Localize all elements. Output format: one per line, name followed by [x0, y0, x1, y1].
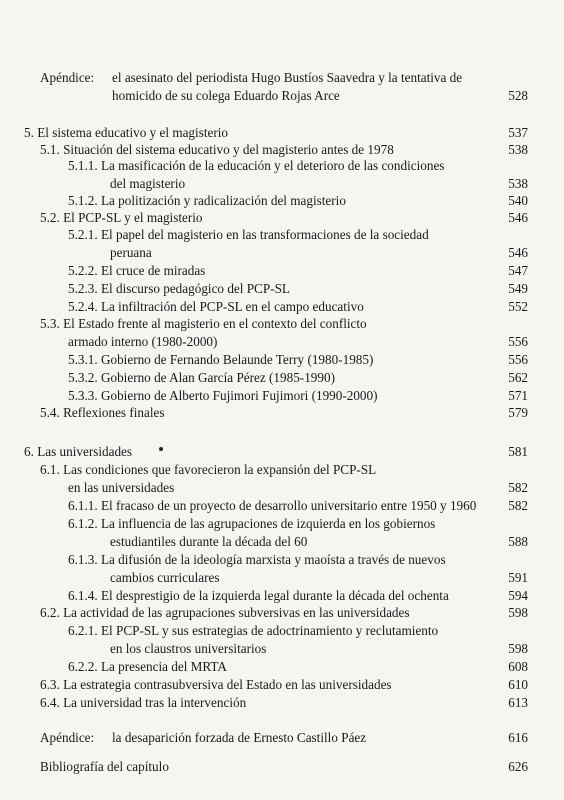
section-6-1-line2: en las universidades [68, 480, 175, 495]
section-5-1: 5.1. Situación del sistema educativo y del magisterio antes de 1978 [40, 142, 394, 157]
section-6-1-line1: 6.1. Las condiciones que favorecieron la expansión del PCP-SL [40, 462, 377, 477]
subsection-5-3-3: 5.3.3. Gobierno de Alberto Fujimori Fujimori (1990-2000) [68, 388, 378, 403]
subsection-5-2-2: 5.2.2. El cruce de miradas [68, 263, 206, 278]
page-number: 598 [508, 605, 528, 620]
page-number: 613 [508, 695, 528, 710]
page-number: 547 [508, 263, 528, 278]
subsection-6-1-3-line1: 6.1.3. La difusión de la ideología marxista y maoísta a través de nuevos [68, 552, 446, 567]
page-number: 538 [508, 176, 528, 191]
page-number: 626 [508, 759, 528, 774]
page-number: 571 [508, 388, 528, 403]
subsection-5-3-1: 5.3.1. Gobierno de Fernando Belaunde Terry (1980-1985) [68, 352, 374, 367]
page-number: 549 [508, 281, 528, 296]
section-6-3: 6.3. La estrategia contrasubversiva del Estado en las universidades [40, 677, 392, 692]
page-number: 556 [508, 352, 528, 367]
page-number: 538 [508, 142, 528, 157]
subsection-5-2-1-line2: peruana [110, 245, 152, 260]
subsection-6-1-1: 6.1.1. El fracaso de un proyecto de desarrollo universitario entre 1950 y 1960 [68, 498, 477, 513]
subsection-5-2-3: 5.2.3. El discurso pedagógico del PCP-SL [68, 281, 290, 296]
page-number: 591 [508, 570, 528, 585]
subsection-6-2-2: 6.2.2. La presencia del MRTA [68, 659, 227, 674]
appendix-title-line1: el asesinato del periodista Hugo Bustíos Saavedra y la tentativa de [112, 70, 463, 85]
subsection-5-2-1-line1: 5.2.1. El papel del magisterio en las transformaciones de la sociedad [68, 227, 429, 242]
appendix-title-line2: homicido de su colega Eduardo Rojas Arce [112, 88, 340, 103]
page-number: 537 [508, 125, 528, 140]
section-6-2: 6.2. La actividad de las agrupaciones subversivas en las universidades [40, 605, 410, 620]
page-number: 588 [508, 534, 528, 549]
subsection-5-3-2: 5.3.2. Gobierno de Alan García Pérez (1985-1990) [68, 370, 335, 385]
page-number: 552 [508, 299, 528, 314]
subsection-5-1-2: 5.1.2. La politización y radicalización del magisterio [68, 193, 346, 208]
subsection-6-1-4: 6.1.4. El desprestigio de la izquierda legal durante la década del ochenta [68, 588, 449, 603]
section-5-4: 5.4. Reflexiones finales [40, 405, 165, 420]
subsection-5-1-1-line1: 5.1.1. La masificación de la educación y el deterioro de las condiciones [68, 158, 445, 173]
section-5-2: 5.2. El PCP-SL y el magisterio [40, 210, 203, 225]
page-number: 616 [508, 730, 528, 745]
subsection-5-2-4: 5.2.4. La infiltración del PCP-SL en el campo educativo [68, 299, 364, 314]
page-number: 582 [508, 480, 528, 495]
page-number: 594 [508, 588, 528, 603]
subsection-6-1-2-line1: 6.1.2. La influencia de las agrupaciones de izquierda en los gobiernos [68, 516, 436, 531]
appendix-label: Apéndice: [40, 70, 95, 85]
subsection-6-2-1-line1: 6.2.1. El PCP-SL y sus estrategias de adoctrinamiento y reclutamiento [68, 623, 439, 638]
appendix-title: la desaparición forzada de Ernesto Castillo Páez [112, 730, 367, 745]
section-6-4: 6.4. La universidad tras la intervención [40, 695, 247, 710]
appendix-label: Apéndice: [40, 730, 95, 745]
page-number: 610 [508, 677, 528, 692]
page-number: 528 [508, 88, 528, 103]
page-number: 546 [508, 210, 528, 225]
page-number: 546 [508, 245, 528, 260]
speck-mark [159, 447, 163, 451]
page-number: 556 [508, 334, 528, 349]
chapter-6-title: 6. Las universidades [24, 444, 133, 459]
subsection-6-1-3-line2: cambios curriculares [110, 570, 220, 585]
subsection-6-2-1-line2: en los claustros universitarios [110, 641, 267, 656]
section-5-3-line2: armado interno (1980-2000) [68, 334, 218, 349]
page-number: 598 [508, 641, 528, 656]
page-number: 582 [508, 498, 528, 513]
page-number: 540 [508, 193, 528, 208]
subsection-5-1-1-line2: del magisterio [110, 176, 186, 191]
page-number: 562 [508, 370, 528, 385]
page-number: 579 [508, 405, 528, 420]
bibliography-entry: Bibliografía del capítulo [40, 759, 169, 774]
section-5-3-line1: 5.3. El Estado frente al magisterio en el contexto del conflicto [40, 316, 367, 331]
page-number: 608 [508, 659, 528, 674]
subsection-6-1-2-line2: estudiantiles durante la década del 60 [110, 534, 308, 549]
page-number: 581 [508, 444, 528, 459]
chapter-5-title: 5. El sistema educativo y el magisterio [24, 125, 228, 140]
